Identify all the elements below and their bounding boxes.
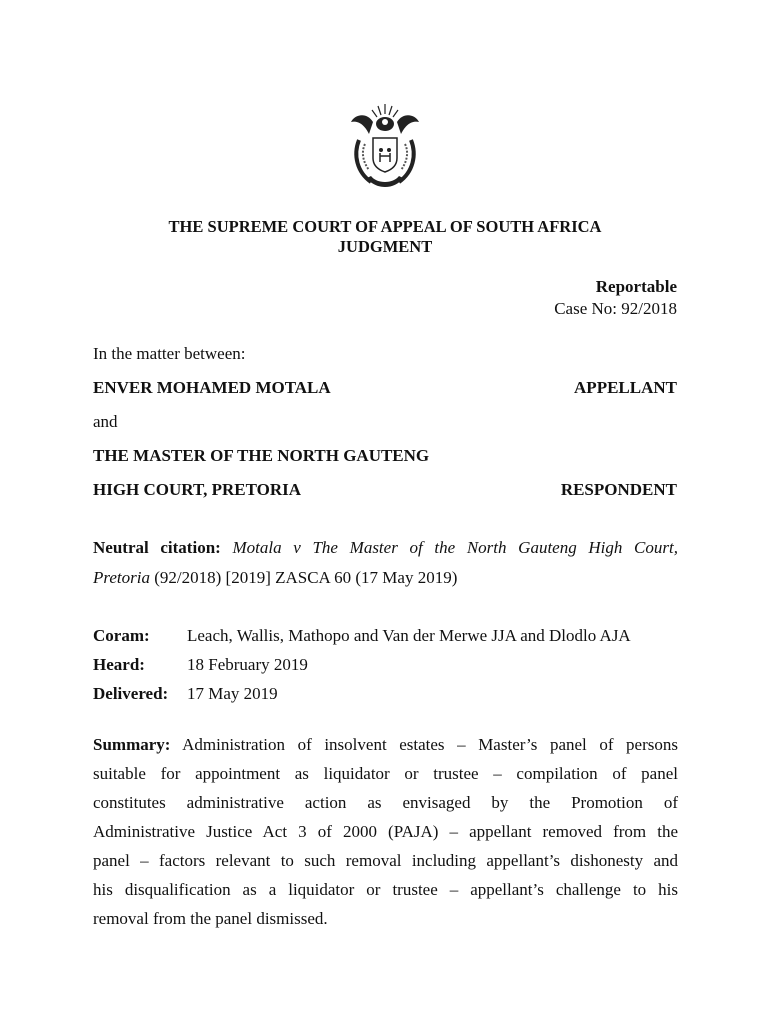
heard-value: 18 February 2019 bbox=[187, 655, 308, 674]
summary-line-7: removal from the panel dismissed. bbox=[93, 909, 328, 928]
court-name-heading: THE SUPREME COURT OF APPEAL OF SOUTH AFRICA bbox=[168, 217, 602, 236]
neutral-citation-line2 bbox=[93, 568, 678, 588]
summary-line-3: constitutes administrative action as envisaged by the Promotion of bbox=[93, 793, 678, 812]
summary-line-5: panel – factors relevant to such removal including appellant’s dishonesty and bbox=[93, 851, 678, 870]
delivered-value: 17 May 2019 bbox=[187, 684, 278, 703]
summary-line-4: Administrative Justice Act 3 of 2000 (PAJA) – appellant removed from the bbox=[93, 822, 678, 841]
neutral-citation-label: Neutral citation: bbox=[93, 538, 221, 557]
respondent-role: RESPONDENT bbox=[560, 480, 677, 499]
summary-line-1 bbox=[93, 735, 678, 755]
neutral-citation-reference: (92/2018) [2019] ZASCA 60 (17 May 2019) bbox=[149, 568, 458, 587]
summary-text-1: Administration of insolvent estates – Master’s panel of persons bbox=[182, 735, 678, 754]
delivered-label: Delivered: bbox=[93, 684, 169, 703]
summary-label: Summary: bbox=[93, 735, 171, 754]
respondent-name-line2: HIGH COURT, PRETORIA bbox=[93, 480, 301, 499]
matter-intro: In the matter between: bbox=[93, 344, 246, 363]
coram-value: Leach, Wallis, Mathopo and Van der Merwe JJA and Dlodlo AJA bbox=[187, 626, 631, 645]
reportable-label: Reportable bbox=[595, 277, 677, 296]
heard-label: Heard: bbox=[93, 655, 145, 674]
appellant-role: APPELLANT bbox=[574, 378, 677, 397]
appellant-name: ENVER MOHAMED MOTALA bbox=[93, 378, 331, 397]
neutral-citation-case-name: Motala v The Master of the North Gauteng High Court, bbox=[232, 538, 678, 557]
summary-line-6: his disqualification as a liquidator or trustee – appellant’s challenge to his bbox=[93, 880, 678, 899]
case-number: Case No: 92/2018 bbox=[554, 299, 677, 318]
neutral-citation-line1 bbox=[93, 538, 678, 558]
respondent-name-line1: THE MASTER OF THE NORTH GAUTENG bbox=[93, 446, 430, 465]
coram-label: Coram: bbox=[93, 626, 150, 645]
coat-of-arms-emblem bbox=[345, 100, 425, 195]
document-type-heading: JUDGMENT bbox=[337, 237, 433, 256]
summary-line-2: suitable for appointment as liquidator or trustee – compilation of panel bbox=[93, 764, 678, 783]
and-connector: and bbox=[93, 412, 118, 431]
neutral-citation-place: Pretoria bbox=[93, 568, 150, 587]
